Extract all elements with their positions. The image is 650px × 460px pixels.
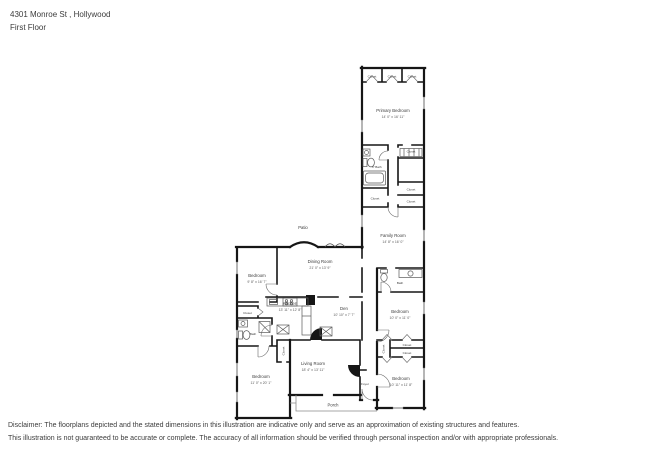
bay-window-wall [290,242,318,247]
room-name-dining-room: Dining Room [307,259,333,264]
room-dims-family-room: 14' 8" x 16' 0" [382,240,404,244]
room-label-closet: Closet [387,74,397,79]
room-label-bath-right: Bath [396,281,404,285]
room-label-closet: Closet [281,346,286,356]
room-label-closet: Closet [406,199,416,204]
window-glyphs [237,96,424,408]
room-name-kitchen: Kitchen [282,301,298,306]
room-name-bedroom-bottom-right: Bedroom [392,376,410,381]
pantry-cabinet-icon [302,306,311,335]
sink-icon [363,149,370,156]
room-name-family-room: Family Room [380,233,406,238]
room-label-closet: Closet [381,344,386,354]
toilet-tank-icon [239,331,243,339]
room-label-closet: Closet [370,196,380,201]
room-label-closet: Closet [243,310,252,315]
room-name-bedroom-mid: Bedroom [391,309,409,314]
room-dims-bedroom-bottom-left: 11' 0" x 20' 1" [250,381,272,385]
bath-right-fixtures [381,270,423,282]
shower-drain-icon [259,322,270,333]
bath-left-fixtures [239,320,271,339]
toilet-bowl-icon [381,274,387,282]
room-dims-dining-room: 21' 0" x 13' 9" [309,266,331,270]
room-dims-primary-bedroom: 14' 0" x 16' 11" [381,115,405,119]
sink-basin-icon [365,151,369,155]
room-dims-den: 10' 10" x 7' 7" [333,313,355,317]
room-name-living-room: Living Room [301,361,325,366]
room-dims-bedroom-bottom-right: 10' 11" x 11' 8" [389,383,413,387]
toilet-tank-icon [381,270,388,274]
windows [237,96,424,408]
room-label-closet: Closet [406,187,416,192]
room-label-patio: Patio [298,225,308,230]
room-label-closet: Closet [407,74,417,79]
kitchen-fixtures [267,298,332,336]
room-dims-living-room: 18' 4" x 13' 11" [301,368,325,372]
room-label-p-bath: P Bath [372,165,382,169]
room-dims-bedroom-left: 9' 8" x 16' 7" [247,280,267,284]
room-label-closet: Closet [402,342,412,347]
living-foyer-door-wedge [348,365,360,377]
basin-icon [408,271,413,276]
room-label-closet: Closet [402,351,412,355]
tub-basin-icon [366,173,384,183]
table-x-icon [277,325,289,334]
address-title: 4301 Monroe St , Hollywood [10,10,111,19]
basin-icon [241,322,245,326]
room-name-bedroom-left: Bedroom [248,273,266,278]
floor-label: First Floor [10,23,46,32]
toilet-tank-icon [363,159,367,167]
room-label-foyer: Foyer [361,382,369,386]
sink-icon [239,320,248,327]
room-label-closet: Closet [367,74,377,79]
kitchen-wall-pier [306,295,315,305]
disclaimer [8,419,558,445]
room-label-bath-left: Bath [249,332,257,336]
room-label-porch: Porch [327,402,339,408]
room-dims-kitchen: 13' 11" x 12' 8" [278,308,302,312]
room-label-closet: Closet [406,149,416,154]
room-name-primary-bedroom: Primary Bedroom [376,108,410,113]
room-name-den: Den [340,306,348,311]
room-dims-bedroom-mid: 10' 0" x 11' 0" [389,316,411,320]
interior-walls-top-wing [362,68,424,258]
disclaimer-line-1: Disclaimer: The floorplans depicted and the stated dimensions in this illustration are indicative only and serve as an approximation of existing structures and features. [8,422,520,429]
room-name-bedroom-bottom-left: Bedroom [252,374,270,379]
disclaimer-line-2: This illustration is not guaranteed to be accurate or complete. The accuracy of all information should be verified through personal inspection and/or with appropriate professionals. [8,435,559,442]
